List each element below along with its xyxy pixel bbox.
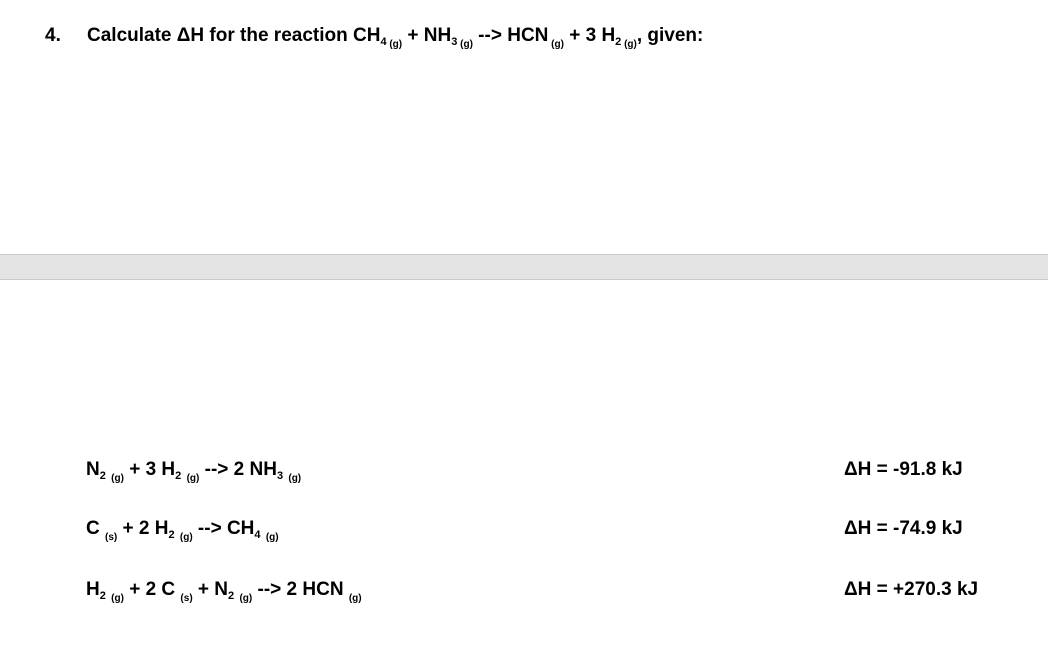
question-intro: Calculate ΔH for the reaction	[87, 25, 353, 46]
equation-enthalpy: ΔH = -74.9 kJ	[844, 518, 963, 539]
question-number: 4.	[45, 25, 61, 46]
equation-text: $N_2$ $_{(g)}$ + 3 $H_2$ $_{(g)}$ --> 2 $NH_3$ $_{(g)}$	[86, 459, 302, 484]
page-break	[0, 254, 1048, 280]
equation-text: $H_2$ $_{(g)}$ + 2 C $_{(s)} + N_2$ $_{(g)}$ --> 2 HCN $_{(g)}$	[86, 579, 362, 604]
question-4: 4. Calculate ΔH for the reaction $CH_4$ $_{(g)} + NH_3$ $_{(g)}$ --> HCN $_{(g)}$ + 3 $H_2$ $_{(g)}$, given:	[45, 22, 703, 53]
equation-text: C $_{(s)}$ + 2 $H_2$ $_{(g)}$ --> $CH_4$ $_{(g)}$	[86, 518, 279, 543]
equation-row	[86, 456, 1006, 484]
page-bottom	[0, 280, 1048, 670]
equation-enthalpy: ΔH = +270.3 kJ	[844, 579, 979, 600]
equation-enthalpy: ΔH = -91.8 kJ	[844, 459, 963, 480]
page-top	[0, 0, 1048, 254]
equation-row	[86, 576, 1006, 604]
equation-row	[86, 515, 1006, 543]
